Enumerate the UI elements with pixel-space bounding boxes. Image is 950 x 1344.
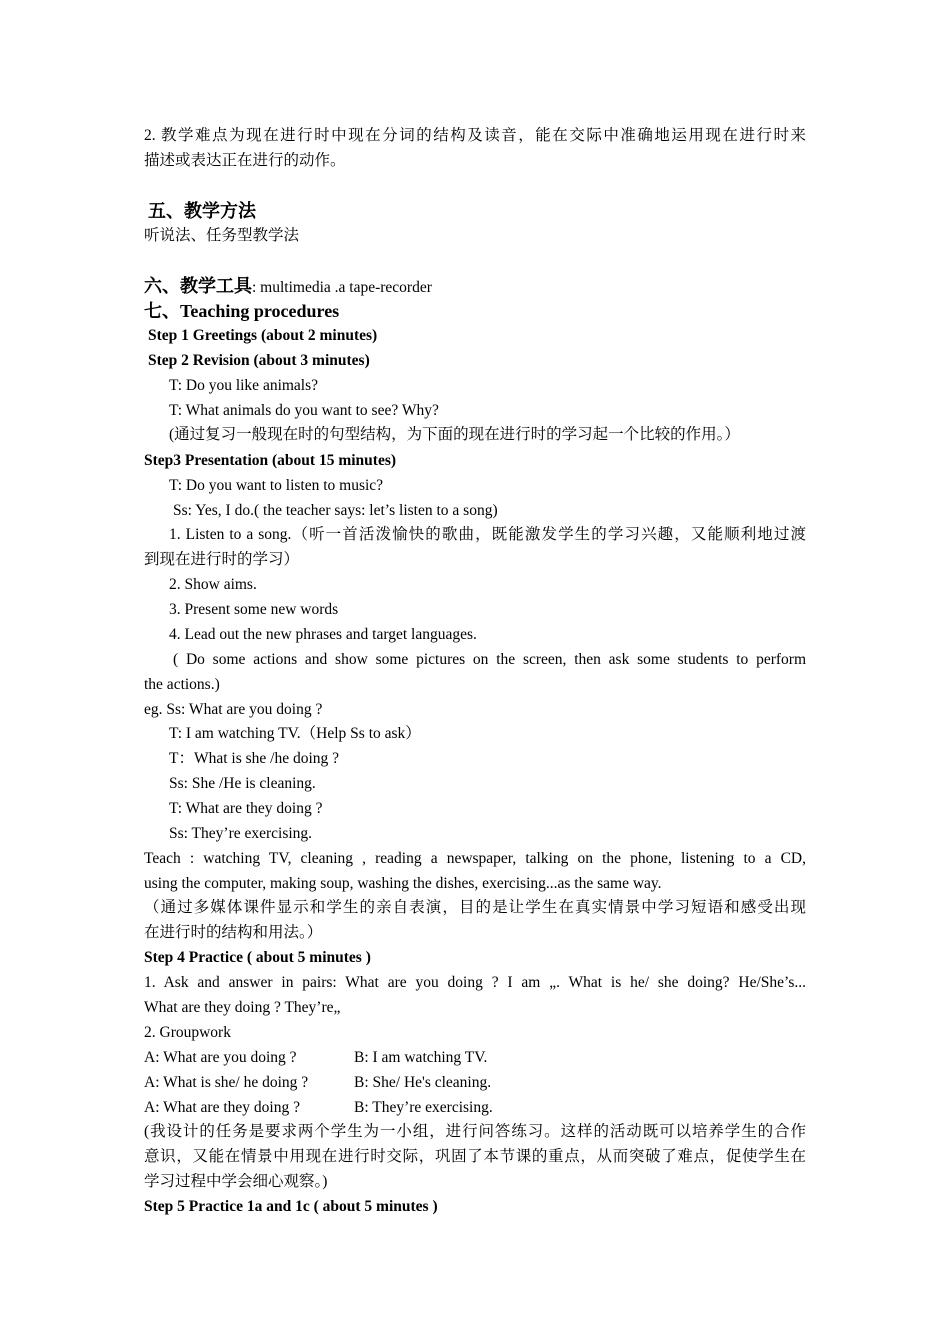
step-2-line: T: What animals do you want to see? Why? xyxy=(169,402,439,419)
step-3-dialog-line: T: What are they doing ? xyxy=(169,800,323,817)
step-1-title: Step 1 Greetings (about 2 minutes) xyxy=(148,327,378,344)
step-3-dialog-line: Ss: They’re exercising. xyxy=(169,825,313,842)
step-4-remark-line-1: (我设计的任务是要求两个学生为一小组，进行问答练习。这样的活动既可以培养学生的合作 xyxy=(144,1123,806,1140)
step-3-item-3: 3. Present some new words xyxy=(169,601,339,618)
groupwork-question: A: What is she/ he doing ? xyxy=(144,1074,309,1091)
step-3-dialog-line: Ss: She /He is cleaning. xyxy=(169,775,316,792)
difficulty-line-2: 描述或表达正在进行的动作。 xyxy=(144,152,346,169)
section-6-heading: 六、教学工具 xyxy=(144,276,252,296)
step-3-answer: Ss: Yes, I do.( the teacher says: let’s listen to a song) xyxy=(173,502,498,519)
section-6-body: : multimedia .a tape-recorder xyxy=(252,279,432,296)
groupwork-pair xyxy=(144,1073,806,1093)
step-3-item-4: 4. Lead out the new phrases and target languages. xyxy=(169,626,477,643)
step-3-note-line-2: the actions.) xyxy=(144,676,220,693)
step-4-item-2: 2. Groupwork xyxy=(144,1024,231,1041)
step-4-item-1-line-2: What are they doing ? They’re„ xyxy=(144,999,341,1016)
step-3-item-1-line-1: 1. Listen to a song.（听一首活泼愉快的歌曲，既能激发学生的学习兴趣，又能顺利地过渡 xyxy=(169,526,806,543)
step-2-title: Step 2 Revision (about 3 minutes) xyxy=(148,352,370,369)
step-3-item-1-line-2: 到现在进行时的学习） xyxy=(144,551,300,568)
step-4-remark-line-2: 意识，又能在情景中用现在进行时交际，巩固了本节课的重点，从而突破了难点，促使学生在 xyxy=(144,1148,806,1165)
section-7-heading: 七、Teaching procedures xyxy=(144,301,340,321)
groupwork-answer: B: She/ He's cleaning. xyxy=(354,1074,492,1091)
step-3-teach-line-2: using the computer, making soup, washing the dishes, exercising...as the same way. xyxy=(144,875,662,892)
groupwork-pair xyxy=(144,1048,806,1068)
step-3-title: Step3 Presentation (about 15 minutes) xyxy=(144,452,397,469)
groupwork-answer: B: I am watching TV. xyxy=(354,1049,488,1066)
step-3-remark-line-2: 在进行时的结构和用法。） xyxy=(144,924,323,941)
step-3-example: eg. Ss: What are you doing ? xyxy=(144,701,323,718)
step-5-title: Step 5 Practice 1a and 1c ( about 5 minutes ) xyxy=(144,1198,438,1215)
step-3-teach-line-1: Teach : watching TV, cleaning , reading a newspaper, talking on the phone, listening to a CD, xyxy=(144,850,806,867)
step-3-item-2: 2. Show aims. xyxy=(169,576,257,593)
step-2-line: T: Do you like animals? xyxy=(169,377,319,394)
step-4-item-1-line-1: 1. Ask and answer in pairs: What are you doing ? I am „. What is he/ she doing? He/She’s... xyxy=(144,974,806,991)
step-3-dialog-line: T: I am watching TV.（Help Ss to ask） xyxy=(169,725,421,742)
step-2-remark: (通过复习一般现在时的句型结构，为下面的现在进行时的学习起一个比较的作用。） xyxy=(169,426,740,443)
groupwork-answer: B: They’re exercising. xyxy=(354,1099,493,1116)
step-3-note-line-1: ( Do some actions and show some pictures on the screen, then ask some students to perform xyxy=(173,651,806,668)
step-3-dialog-line: T：What is she /he doing ? xyxy=(169,750,340,767)
step-3-question: T: Do you want to listen to music? xyxy=(169,477,384,494)
section-5-heading: 五、教学方法 xyxy=(148,201,256,221)
step-4-title: Step 4 Practice ( about 5 minutes ) xyxy=(144,949,371,966)
groupwork-question: A: What are they doing ? xyxy=(144,1099,300,1116)
step-3-remark-line-1: （通过多媒体课件显示和学生的亲自表演，目的是让学生在真实情景中学习短语和感受出现 xyxy=(144,899,806,916)
difficulty-line-1: 2. 教学难点为现在进行时中现在分词的结构及读音，能在交际中准确地运用现在进行时来 xyxy=(144,127,806,144)
groupwork-question: A: What are you doing ? xyxy=(144,1049,297,1066)
step-4-remark-line-3: 学习过程中学会细心观察。) xyxy=(144,1173,328,1190)
section-6-line xyxy=(144,274,806,298)
groupwork-pair xyxy=(144,1098,806,1118)
section-5-body: 听说法、任务型教学法 xyxy=(144,227,300,244)
